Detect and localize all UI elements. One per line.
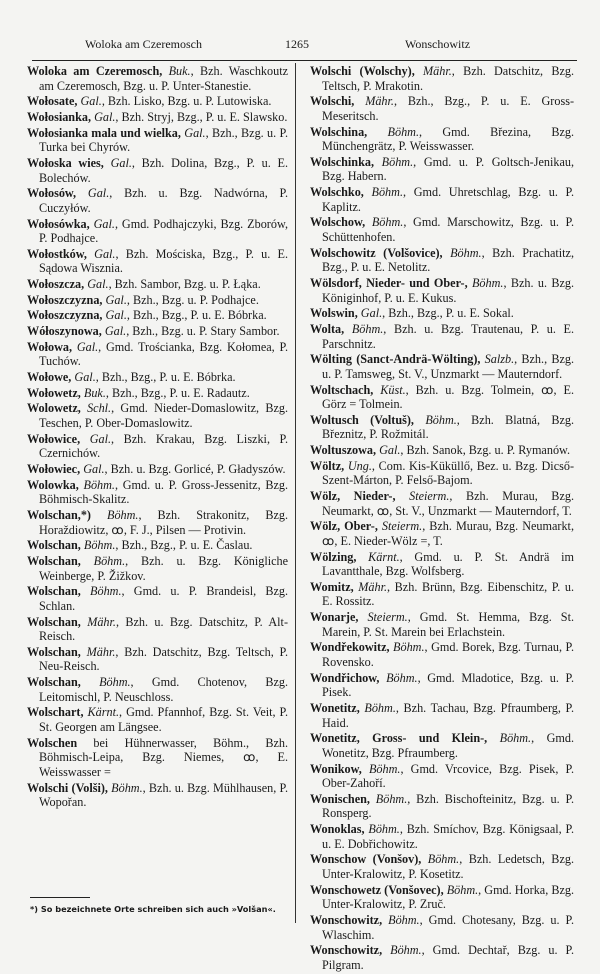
entry-region: Steierm. (381, 519, 423, 534)
entry-name: Wołowetz, (27, 385, 81, 400)
entry-region: Gal. (379, 443, 401, 458)
entry-region: Gal. (83, 462, 105, 477)
entry-name: Wołosianka mala und wielka, (27, 125, 181, 140)
entry-region: Gal. (87, 277, 109, 292)
entry-region: Steierm. (367, 610, 408, 625)
entry-details: , Bzh., Bzg. u. P. Podhajce. (126, 292, 259, 307)
entry-name: Wołowiec, (27, 462, 81, 477)
entry-name: Womitz, (310, 579, 354, 594)
entry-details: , Bzh., Bzg., P. u. E. Sokal. (382, 306, 514, 321)
entry-name: Wołoska wies, (27, 155, 104, 170)
entry-details: bei Hühnerwasser, Böhm., Bzh. Böhmisch-Leipa, Bzg. Niemes, ꝏ, E. Weisswasser = (39, 735, 288, 779)
entry-details: , Bzh. Sanok, Bzg. u. P. Rymanów. (400, 443, 571, 458)
entry-name: Wolswin, (310, 306, 358, 321)
directory-entry (310, 580, 574, 609)
left-column (27, 64, 288, 811)
entry-region: Böhm. (93, 553, 126, 568)
entry-region: Böhm. (386, 670, 418, 685)
entry-region: Böhm. (387, 124, 420, 139)
entry-region: Gal. (93, 216, 115, 231)
entry-name: Wołoszcza, (27, 277, 85, 292)
entry-region: Gal. (184, 125, 206, 140)
directory-entry (310, 671, 574, 700)
entry-region: Gal. (89, 431, 112, 446)
directory-entry (310, 822, 574, 851)
entry-name: Wolschen (27, 735, 78, 750)
directory-entry (27, 675, 288, 704)
entry-details: , Gmd. St. Hemma, Bzg. St. Marein, P. St. Marein bei Erlachstein. (322, 610, 575, 639)
entry-details: , Bzh. Lisko, Bzg. u. P. Lutowiska. (101, 94, 272, 109)
directory-entry (310, 443, 574, 458)
entry-details: , Bzh. Smíchov, Bzg. Königsaal, P. u. E. Dobřichowitz. (322, 822, 574, 851)
entry-details: , Bzh. Dolina, Bzg., P. u. E. Bolechów. (39, 155, 289, 185)
directory-entry (310, 246, 574, 275)
entry-region: Gal. (94, 109, 116, 124)
directory-entry (27, 247, 288, 276)
entry-name: Wolschan, (27, 538, 81, 553)
entry-region: Böhm. (388, 912, 420, 927)
entry-name: Wölzing, (310, 549, 357, 564)
entry-region: Böhm. (83, 477, 115, 492)
entry-region: Gal. (74, 370, 96, 385)
entry-details: , Gmd. Wonetitz, Bzg. Pfraumberg. (322, 731, 574, 760)
entry-name: Wonschowitz, (310, 912, 383, 927)
entry-details: , Bzh. u. Bzg. Datschitz, P. Alt-Reisch. (39, 614, 288, 644)
entry-name: Wolschan, (27, 644, 81, 659)
entry-name: Wołosów, (27, 186, 77, 201)
entry-region: Gal. (104, 324, 127, 339)
entry-region: Böhm. (90, 584, 122, 599)
directory-entry (310, 640, 574, 669)
directory-entry (27, 126, 288, 155)
entry-details: , Bzh., Bzg., P. u. E. Časlau. (115, 538, 253, 553)
entry-details: , Bzh. u. Bzg. Nadwórna, P. Cuczyłów. (39, 186, 289, 215)
entry-name: Wölz, Nieder-, (310, 489, 396, 504)
entry-region: Böhm. (381, 154, 414, 169)
entry-name: Woltschach, (310, 382, 374, 397)
entry-name: Wolschart, (27, 705, 84, 720)
entry-name: Wolschina, (310, 124, 368, 139)
entry-region: Böhm. (111, 780, 143, 795)
entry-name: Wołoszczyzna, (27, 292, 103, 307)
entry-name: Wołowe, (27, 370, 72, 385)
entry-region: Mähr. (86, 644, 116, 659)
entry-name: Wołowa, (27, 339, 73, 354)
directory-entry (310, 731, 574, 760)
directory-entry (310, 276, 574, 305)
entry-region: Küst. (380, 382, 406, 397)
directory-entry (27, 293, 288, 308)
entry-region: Mähr. (358, 579, 388, 594)
entry-name: Wołosate, (27, 94, 78, 109)
directory-entry (27, 277, 288, 292)
entry-region: Steierm. (409, 489, 450, 504)
entry-name: Wołowice, (27, 431, 81, 446)
entry-details: , Bzh. Brünn, Bzg. Eibenschitz, P. u. E. Rossitz. (322, 579, 575, 609)
entry-details: , Bzh. Waschkoutz am Czeremosch, Bzg. u. P. Unter-Stanestie. (39, 64, 289, 93)
entry-details: , Gmd. Marschowitz, Bzg. u. P. Schüttenhofen. (322, 215, 575, 244)
entry-details: , Gmd. Horka, Bzg. Unter-Kralowitz, P. Zruč. (322, 882, 575, 912)
entry-details: , Bzh., Bzg. u. P. Stary Sambor. (126, 324, 280, 339)
directory-entry (27, 705, 288, 734)
entry-details: , Bzh. u. Bzg. Königliche Weinberge, P. Žižkov. (39, 553, 288, 583)
entry-name: Woloka am Czeremosch, (27, 64, 163, 78)
entry-name: Wölting (Sanct-Andrä-Wölting), (310, 352, 481, 367)
header-rule (32, 60, 577, 61)
entry-region: Buk. (83, 385, 106, 400)
directory-entry (310, 64, 574, 93)
entry-name: Wolta, (310, 321, 345, 336)
entry-details: , Bzh. u. Bzg. Gorlicé, P. Gładyszów. (104, 462, 286, 477)
directory-entry (310, 519, 574, 548)
entry-details: , Bzh., Bzg. u. P. Turka bei Chyrów. (39, 125, 288, 155)
directory-entry (310, 913, 574, 942)
entry-region: Böhm. (390, 943, 422, 958)
directory-entry (27, 584, 288, 613)
entry-name: Wolschowitz (Volšovice), (310, 245, 443, 260)
entry-name: Wolschan, (27, 614, 81, 629)
entry-details: , Gmd. Pfannhof, Bzg. St. Veit, P. St. Georgen am Längsee. (39, 705, 289, 734)
header-first-entry: Woloka am Czeremosch (85, 37, 202, 51)
entry-name: Wonschowetz (Vonšovec), (310, 882, 444, 897)
entry-region: Böhm. (107, 508, 139, 522)
entry-name: Wolschi, (310, 94, 355, 109)
entry-region: Schl. (87, 401, 112, 416)
entry-name: Wonarje, (310, 610, 359, 625)
entry-details: , Bzh. u. Bzg. Trautenau, P. u. E. Parschnitz. (322, 321, 574, 351)
entry-details: , Bzh. Murau, Bzg. Neumarkt, ꝏ, E. Nieder-Wölz =, T. (322, 519, 574, 548)
directory-entry (310, 322, 574, 351)
entry-region: Böhm. (364, 701, 396, 715)
entry-region: Böhm. (83, 538, 116, 553)
entry-region: Gal. (105, 292, 127, 307)
entry-name: Woltuszowa, (310, 443, 377, 458)
entry-details: , Bzh. Ledetsch, Bzg. Unter-Kralowitz, P. Kosetitz. (322, 852, 574, 881)
entry-details: , Gmd. Dechtař, Bzg. u. P. Pilgram. (322, 943, 574, 972)
entry-details: , Bzh. Datschitz, Bzg. Teltsch, P. Mrakotin. (322, 64, 574, 93)
directory-entry (27, 217, 288, 246)
entry-name: Wolschan,*) (27, 508, 91, 522)
entry-details: , Bzh. Murau, Bzg. Neumarkt, ꝏ, St. V., Unzmarkt — Mauterndorf, T. (322, 489, 574, 518)
directory-entry (310, 306, 574, 321)
entry-name: Wondřekowitz, (310, 640, 390, 655)
entry-details: , Bzh. u. Bzg. Tolmein, ꝏ, E. Görz = Tolmein. (322, 382, 575, 412)
entry-details: , Gmd. Mladotice, Bzg. u. P. Pisek. (322, 670, 575, 700)
entry-region: Böhm. (471, 275, 504, 290)
entry-name: Wółoszynowa, (27, 324, 102, 339)
entry-details: , Bzh. Bischofteinitz, Bzg. u. P. Ronsperg. (322, 791, 575, 821)
entry-name: Wolowka, (27, 477, 79, 492)
directory-entry (310, 701, 574, 730)
entry-region: Böhm. (368, 822, 400, 837)
entry-details: , Gmd. Chotenov, Bzg. Leitomischl, P. Neuschloss. (39, 675, 288, 704)
directory-entry (310, 413, 574, 442)
entry-details: , Gmd. u. P. Brandeisl, Bzg. Schlan. (39, 584, 288, 613)
entry-details: , Bzh., Bzg. u. P. Tamsweg, St. V., Unzmarkt — Mauterndorf. (322, 352, 575, 381)
directory-entry (27, 478, 288, 507)
entry-name: Wołostków, (27, 246, 87, 261)
directory-entry (27, 462, 288, 477)
entry-name: Wolschan, (27, 675, 81, 690)
entry-name: Wołosówka, (27, 216, 90, 231)
entry-details: , Bzh. Krakau, Bzg. Liszki, P. Czernichów. (39, 431, 289, 461)
directory-entry (310, 352, 574, 381)
entry-region: Kärnt. (368, 549, 400, 564)
entry-region: Mähr. (87, 614, 116, 629)
entry-name: Wolschko, (310, 185, 364, 200)
entry-region: Böhm. (375, 791, 408, 806)
directory-entry (27, 401, 288, 430)
directory-entry (310, 125, 574, 154)
column-divider (295, 63, 296, 923)
entry-region: Böhm. (450, 245, 482, 260)
entry-name: Wolschan, (27, 584, 81, 599)
entry-name: Wöltz, (310, 458, 345, 473)
directory-entry (310, 383, 574, 412)
directory-entry (27, 370, 288, 385)
directory-entry (310, 215, 574, 244)
entry-details: , Bzh. Strakonitz, Bzg. Horaždiowitz, ꝏ, F. J., Pilsen — Protivin. (39, 508, 289, 537)
entry-region: Böhm. (371, 185, 403, 200)
entry-name: Wolschan, (27, 553, 81, 568)
directory-entry (27, 340, 288, 369)
entry-name: Wonetitz, (310, 701, 360, 715)
directory-entry (27, 156, 288, 185)
directory-entry (27, 554, 288, 583)
entry-region: Böhm. (99, 675, 131, 690)
directory-entry (310, 762, 574, 791)
entry-name: Wonoklas, (310, 822, 365, 837)
directory-entry (27, 324, 288, 339)
entry-details: , Bzh. Datschitz, Bzg. Teltsch, P. Neu-Reisch. (39, 644, 289, 674)
entry-details: , Gmd. Podhajczyki, Bzg. Zborów, P. Podhajce. (39, 216, 288, 246)
entry-name: Wondřichow, (310, 670, 380, 685)
entry-region: Mähr. (365, 94, 394, 109)
entry-region: Böhm. (351, 321, 384, 336)
entry-name: Wolowetz, (27, 401, 81, 416)
entry-details: , Gmd. Borek, Bzg. Turnau, P. Rovensko. (322, 640, 574, 670)
directory-entry (27, 94, 288, 109)
entry-region: Böhm. (371, 215, 404, 230)
entry-details: , Bzh. u. Bzg. Königinhof, P. u. E. Kukus. (322, 275, 574, 305)
entry-region: Salzb. (484, 352, 515, 367)
entry-region: Gal. (105, 308, 127, 323)
entry-details: , Gmd. Březina, Bzg. Münchengrätz, P. Weisswasser. (322, 124, 574, 154)
entry-region: Gal. (110, 155, 132, 170)
header-last-entry: Wonschowitz (405, 37, 471, 51)
entry-name: Wołosianka, (27, 109, 92, 124)
entry-name: Wolschow, (310, 215, 366, 230)
running-head (85, 37, 525, 53)
entry-details: , Bzh. Tachau, Bzg. Pfraumberg, P. Haid. (322, 701, 575, 730)
entry-details: , Bzh. Sambor, Bzg. u. P. Łąka. (108, 277, 261, 292)
directory-entry (27, 186, 288, 215)
entry-region: Böhm. (368, 761, 401, 776)
right-column (310, 64, 574, 974)
footnote-rule (30, 897, 90, 898)
entry-region: Gal. (94, 246, 116, 261)
entry-name: Wonikow, (310, 761, 362, 776)
entry-details: , Bzh., Bzg., P. u. E. Bóbrka. (126, 308, 267, 323)
directory-entry (310, 852, 574, 881)
entry-name: Wonschowitz, (310, 943, 383, 958)
entry-details: , Gmd. Nieder-Domaslowitz, Bzg. Teschen, P. Ober-Domaslowitz. (39, 401, 288, 431)
entry-region: Böhm. (393, 640, 425, 655)
entry-region: Kärnt. (87, 705, 120, 720)
entry-region: Böhm. (446, 882, 479, 897)
entry-region: Böhm. (499, 731, 532, 746)
entry-details: , Bzh. u. Bzg. Mühlhausen, P. Wopořan. (39, 780, 288, 810)
entry-region: Mähr. (423, 64, 452, 78)
entry-details: , Bzh. Stryj, Bzg., P. u. E. Slawsko. (115, 109, 288, 124)
directory-entry (27, 508, 288, 537)
directory-entry (27, 538, 288, 553)
entry-details: , Gmd. Uhretschlag, Bzg. u. P. Kaplitz. (322, 185, 574, 214)
entry-name: Wonischen, (310, 791, 370, 806)
directory-entry (27, 781, 288, 810)
entry-region: Böhm. (427, 852, 460, 867)
entry-region: Gal. (360, 306, 383, 321)
entry-name: Wonschow (Vonšov), (310, 852, 422, 867)
directory-entry (310, 185, 574, 214)
entry-details: , Bzh. Mościska, Bzg., P. u. E. Sądowa Wisznia. (39, 246, 288, 276)
directory-entry (310, 943, 574, 972)
entry-region: Gal. (80, 94, 102, 109)
entry-name: Wölsdorf, Nieder- und Ober-, (310, 275, 468, 290)
directory-entry (27, 308, 288, 323)
entry-details: , Gmd. u. P. Gross-Jessenitz, Bzg. Böhmisch-Skalitz. (39, 477, 288, 507)
directory-entry (310, 550, 574, 579)
entry-details: , Bzh., Bzg., P. u. E. Gross-Meseritsch. (322, 94, 574, 123)
entry-details: , Gmd. u. P. St. Andrä im Lavantthale, Bzg. Wolfsberg. (322, 549, 575, 579)
entry-details: , Bzh., Bzg., P. u. E. Radautz. (105, 385, 250, 400)
entry-details: , Bzh. Blatná, Bzg. Březnitz, P. Rožmitál. (322, 412, 575, 442)
entry-region: Böhm. (425, 412, 457, 427)
directory-entry (310, 94, 574, 123)
entry-details: , Bzh. Prachatitz, Bzg., P. u. E. Netolitz. (322, 245, 574, 275)
directory-entry (310, 155, 574, 184)
directory-entry (27, 645, 288, 674)
entry-region: Ung. (347, 458, 372, 473)
entry-details: , Bzh., Bzg., P. u. E. Bóbrka. (95, 370, 236, 385)
entry-region: Buk. (168, 64, 191, 78)
directory-entry (310, 610, 574, 639)
entry-name: Wolschi (Volši), (27, 780, 108, 795)
directory-entry (310, 489, 574, 518)
directory-entry (310, 459, 574, 488)
directory-entry (27, 110, 288, 125)
entry-name: Wolschi (Wolschy), (310, 64, 415, 78)
entry-details: , Com. Kis-Küküllő, Bez. u. Bzg. Dicső-Szent-Márton, P. Felső-Bajom. (322, 458, 574, 488)
entry-details: , Gmd. u. P. Goltsch-Jenikau, Bzg. Habern. (322, 154, 574, 184)
directory-entry (27, 736, 288, 780)
directory-entry (27, 386, 288, 401)
entry-details: , Gmd. Trościanka, Bzg. Kołomea, P. Tuchów. (39, 339, 288, 369)
footnote: *) So bezeichnete Orte schreiben sich auch »Volšan«. (30, 904, 276, 914)
entry-name: Wonetitz, Gross- und Klein-, (310, 731, 488, 746)
entry-name: Wolschinka, (310, 154, 375, 169)
directory-entry (27, 64, 288, 93)
entry-name: Wołoszczyzna, (27, 308, 103, 323)
directory-entry (27, 615, 288, 644)
entry-region: Gal. (76, 339, 99, 354)
entry-region: Gal. (87, 186, 110, 201)
directory-entry (27, 432, 288, 461)
entry-name: Wölz, Ober-, (310, 519, 378, 534)
entry-details: , Gmd. Chotesany, Bzg. u. P. Wlaschim. (322, 912, 575, 942)
directory-entry (310, 792, 574, 821)
directory-entry (310, 883, 574, 912)
page-number: 1265 (285, 37, 309, 51)
entry-name: Woltusch (Voltuš), (310, 412, 414, 427)
entry-details: , Gmd. Vrcovice, Bzg. Pisek, P. Ober-Zahoří. (322, 761, 574, 791)
